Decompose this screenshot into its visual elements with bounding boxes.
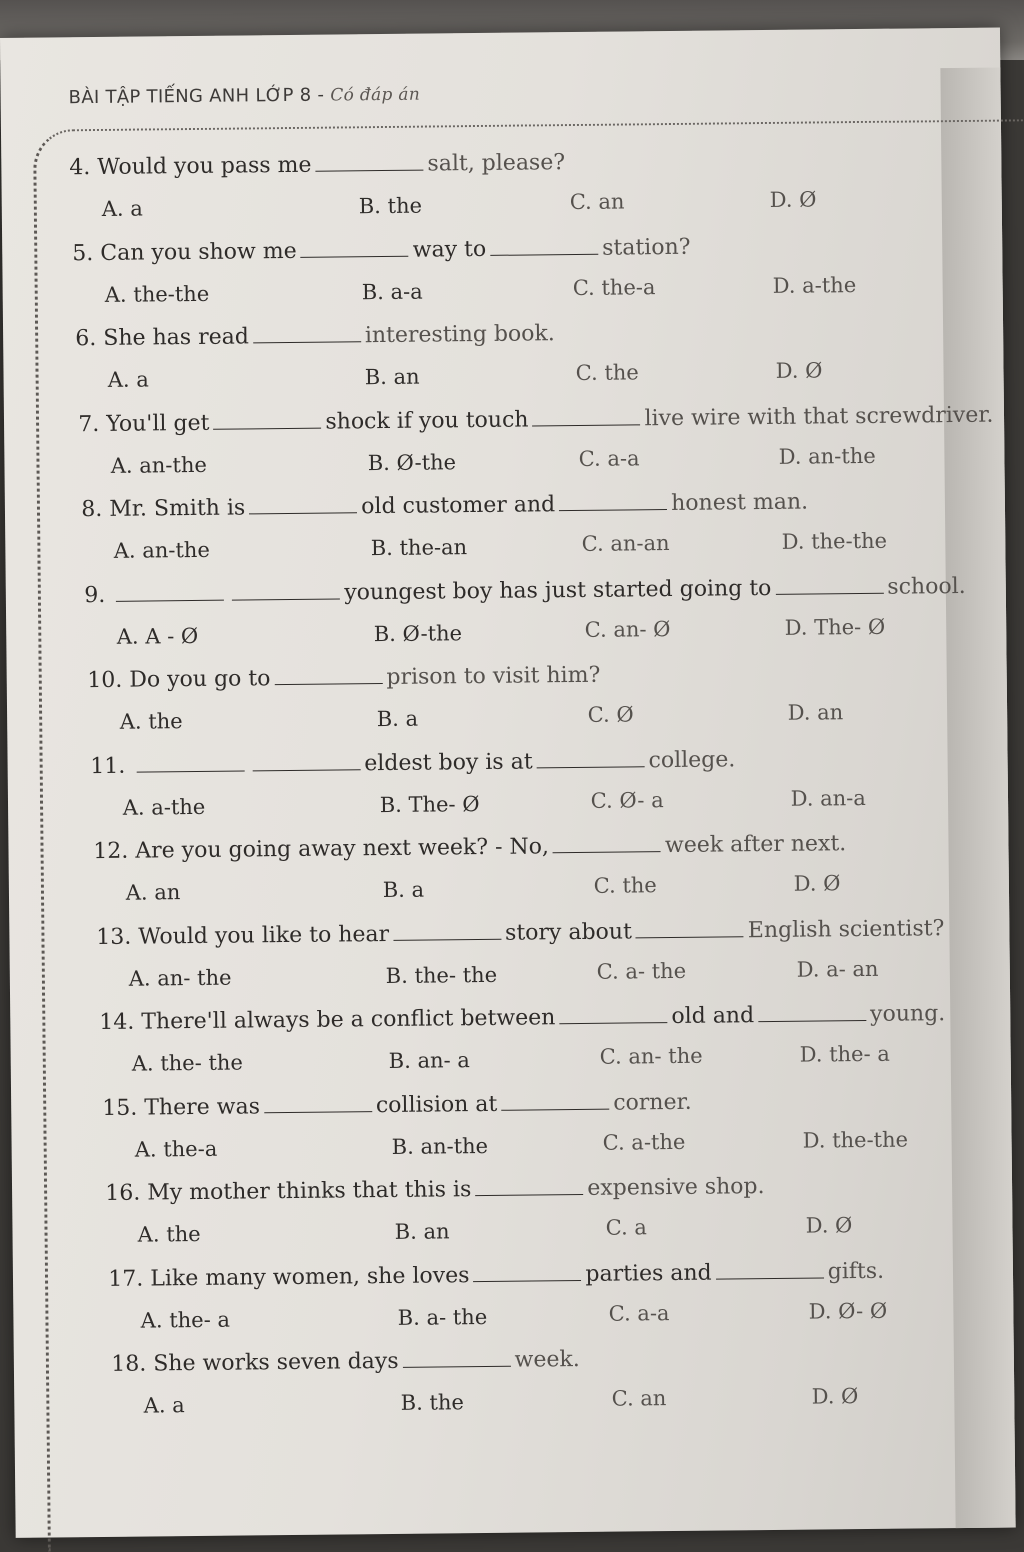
answer-option-b[interactable]: B. an — [394, 1219, 450, 1244]
question-part: Can you show me — [100, 238, 297, 266]
answer-option-b[interactable]: B. The- Ø — [379, 791, 480, 817]
answer-option-a[interactable]: A. a-the — [122, 794, 206, 820]
answer-option-d[interactable]: D. Ø- Ø — [808, 1298, 888, 1324]
answer-option-b[interactable]: B. a — [376, 706, 419, 732]
answer-option-d[interactable]: D. an — [787, 700, 844, 725]
answer-blank[interactable] — [775, 574, 883, 594]
question-part: Would you like to hear — [138, 921, 390, 950]
answer-option-a[interactable]: A. a — [101, 196, 143, 221]
answer-option-a[interactable]: A. the- a — [140, 1307, 231, 1333]
answer-option-b[interactable]: B. a-a — [361, 279, 423, 304]
answer-option-d[interactable]: D. a- an — [796, 956, 879, 982]
question-part: live wire with that screwdriver. — [644, 402, 994, 431]
question-part: gifts. — [827, 1258, 885, 1284]
answer-blank[interactable] — [536, 748, 644, 768]
answer-blank[interactable] — [636, 918, 744, 938]
question-text — [75, 321, 555, 351]
question-part: salt, please? — [427, 150, 566, 177]
answer-option-a[interactable]: A. A - Ø — [116, 623, 199, 649]
answer-option-d[interactable]: D. an-the — [778, 443, 876, 469]
question-text — [111, 1347, 580, 1377]
question-number: 6. — [75, 325, 104, 352]
answer-option-d[interactable]: D. a-the — [772, 272, 857, 298]
answer-option-c[interactable]: C. the-a — [572, 274, 656, 300]
answer-option-b[interactable]: B. Ø-the — [373, 620, 463, 646]
answer-option-c[interactable]: C. a-a — [608, 1300, 670, 1326]
answer-option-a[interactable]: A. the-the — [104, 281, 210, 307]
question-part: corner. — [613, 1089, 692, 1116]
question-number: 7. — [78, 411, 107, 437]
answer-blank[interactable] — [136, 752, 244, 772]
question-part: week after next. — [664, 831, 847, 859]
question-part: old customer and — [361, 492, 556, 520]
answer-option-d[interactable]: D. Ø — [811, 1384, 859, 1409]
answer-option-a[interactable]: A. an- the — [128, 965, 232, 991]
answer-option-c[interactable]: C. Ø — [587, 702, 634, 727]
question-part: There was — [144, 1093, 261, 1121]
question-text — [69, 150, 565, 180]
answer-option-b[interactable]: B. an — [364, 364, 420, 390]
question-number: 17. — [108, 1265, 151, 1292]
answer-blank[interactable] — [274, 665, 382, 685]
question-part: Like many women, she loves — [150, 1262, 470, 1291]
question-number: 5. — [72, 240, 101, 266]
answer-option-a[interactable]: A. a — [107, 367, 149, 392]
answer-option-d[interactable]: D. The- Ø — [784, 614, 886, 640]
answer-option-b[interactable]: B. a — [382, 877, 425, 903]
question-part: youngest boy has just started going to — [344, 575, 772, 605]
question-part: Would you pass me — [97, 152, 312, 180]
header-title: BÀI TẬP TIẾNG ANH LỚP 8 - — [68, 84, 325, 109]
answer-blank[interactable] — [716, 1259, 824, 1279]
question-part: She has read — [103, 324, 250, 351]
answer-option-a[interactable]: A. the — [137, 1221, 201, 1247]
answer-blank[interactable] — [315, 152, 423, 172]
answer-blank[interactable] — [475, 1176, 583, 1196]
answer-option-b[interactable]: B. the-an — [370, 535, 468, 561]
answer-option-c[interactable]: C. the — [575, 360, 639, 385]
answer-blank[interactable] — [249, 494, 357, 514]
answer-option-b[interactable]: B. an-the — [391, 1133, 489, 1159]
answer-blank[interactable] — [473, 1261, 581, 1281]
answer-option-b[interactable]: B. Ø-the — [367, 449, 457, 475]
question-number: 10. — [87, 667, 130, 694]
answer-blank[interactable] — [501, 1090, 609, 1110]
answer-blank[interactable] — [559, 491, 667, 511]
answer-option-a[interactable]: A. the-a — [134, 1136, 218, 1162]
answer-blank[interactable] — [402, 1348, 510, 1368]
question-part: You'll get — [106, 410, 210, 437]
answer-blank[interactable] — [559, 1004, 667, 1024]
answer-option-c[interactable]: C. an-an — [581, 531, 670, 556]
worksheet-header — [69, 84, 421, 109]
question-part: interesting book. — [364, 321, 555, 349]
answer-option-a[interactable]: A. the- the — [131, 1050, 243, 1076]
question-part: prison to visit him? — [386, 662, 601, 690]
handwritten-note: Có đáp án — [330, 84, 421, 106]
question-part: story about — [504, 918, 632, 946]
question-part: She works seven days — [153, 1348, 399, 1377]
answer-option-a[interactable]: A. an-the — [110, 452, 207, 478]
answer-option-a[interactable]: A. the — [119, 709, 183, 734]
question-part: Mr. Smith is — [109, 495, 246, 522]
answer-option-d[interactable]: D. Ø — [793, 871, 841, 896]
answer-option-c[interactable]: C. an — [569, 189, 625, 215]
question-number: 13. — [96, 924, 139, 950]
answer-option-b[interactable]: B. the- the — [385, 962, 498, 988]
answer-option-c[interactable]: C. an- Ø — [584, 616, 671, 642]
question-part: college. — [648, 746, 736, 773]
answer-option-d[interactable]: D. Ø — [769, 187, 817, 212]
answer-option-d[interactable]: D. the-the — [802, 1127, 909, 1153]
answer-blank[interactable] — [116, 581, 224, 601]
question-number: 9. — [84, 582, 113, 608]
question-part: There'll always be a conflict between — [141, 1005, 556, 1035]
answer-blank[interactable] — [264, 1093, 372, 1113]
answer-blank[interactable] — [553, 833, 661, 853]
question-part: young. — [869, 1001, 946, 1027]
answer-option-c[interactable]: C. a- the — [596, 958, 687, 984]
answer-blank[interactable] — [532, 406, 640, 426]
answer-option-d[interactable]: D. the-the — [781, 528, 888, 554]
question-part: expensive shop. — [587, 1174, 765, 1201]
answer-option-c[interactable]: C. an — [611, 1386, 667, 1411]
answer-blank[interactable] — [490, 235, 598, 255]
question-part: eldest boy is at — [364, 748, 533, 776]
question-number: 14. — [99, 1009, 142, 1036]
question-part: Are you going away next week? - No, — [135, 834, 550, 864]
answer-blank[interactable] — [301, 237, 409, 257]
question-part: week. — [514, 1347, 580, 1373]
answer-option-d[interactable]: D. the- a — [799, 1041, 890, 1067]
answer-option-d[interactable]: D. an-a — [790, 785, 866, 811]
answer-option-d[interactable]: D. Ø — [775, 358, 823, 383]
answer-option-c[interactable]: C. an- the — [599, 1043, 703, 1069]
answer-option-c[interactable]: C. a — [605, 1215, 648, 1240]
question-part: English scientist? — [747, 915, 945, 943]
answer-option-d[interactable]: D. Ø — [805, 1213, 853, 1238]
question-number: 16. — [105, 1180, 148, 1206]
question-part: Do you go to — [129, 666, 271, 693]
answer-option-b[interactable]: B. the — [358, 193, 423, 219]
question-part: honest man. — [671, 489, 809, 516]
question-part: old and — [671, 1003, 755, 1030]
answer-option-b[interactable]: B. an- a — [388, 1048, 470, 1073]
answer-option-a[interactable]: A. an-the — [113, 537, 210, 563]
question-part: My mother thinks that this is — [147, 1177, 472, 1206]
question-part: shock if you touch — [325, 406, 529, 435]
answer-option-c[interactable]: C. the — [593, 873, 657, 898]
question-number: 15. — [102, 1095, 145, 1121]
worksheet-page — [0, 28, 1016, 1538]
answer-blank[interactable] — [252, 751, 360, 771]
answer-option-a[interactable]: A. an — [125, 880, 181, 905]
answer-option-b[interactable]: B. the — [400, 1390, 465, 1415]
answer-blank[interactable] — [758, 1002, 866, 1022]
question-part: collision at — [375, 1091, 498, 1118]
answer-option-c[interactable]: C. a-the — [602, 1129, 686, 1155]
answer-option-b[interactable]: B. a- the — [397, 1304, 488, 1330]
question-part: way to — [412, 236, 487, 263]
question-number: 8. — [81, 496, 110, 523]
question-part: school. — [887, 573, 966, 600]
question-number: 4. — [69, 154, 98, 181]
question-number: 11. — [90, 753, 133, 779]
answer-option-a[interactable]: A. a — [143, 1393, 185, 1418]
question-part: parties and — [585, 1260, 712, 1287]
answer-option-c[interactable]: C. a-a — [578, 445, 640, 471]
question-number: 18. — [111, 1351, 154, 1377]
answer-option-c[interactable]: C. Ø- a — [590, 787, 664, 813]
answer-blank[interactable] — [213, 409, 321, 429]
answer-blank[interactable] — [393, 920, 501, 940]
question-number: 12. — [93, 838, 136, 865]
answer-blank[interactable] — [253, 323, 361, 343]
question-part: station? — [602, 234, 691, 261]
answer-blank[interactable] — [232, 580, 340, 600]
